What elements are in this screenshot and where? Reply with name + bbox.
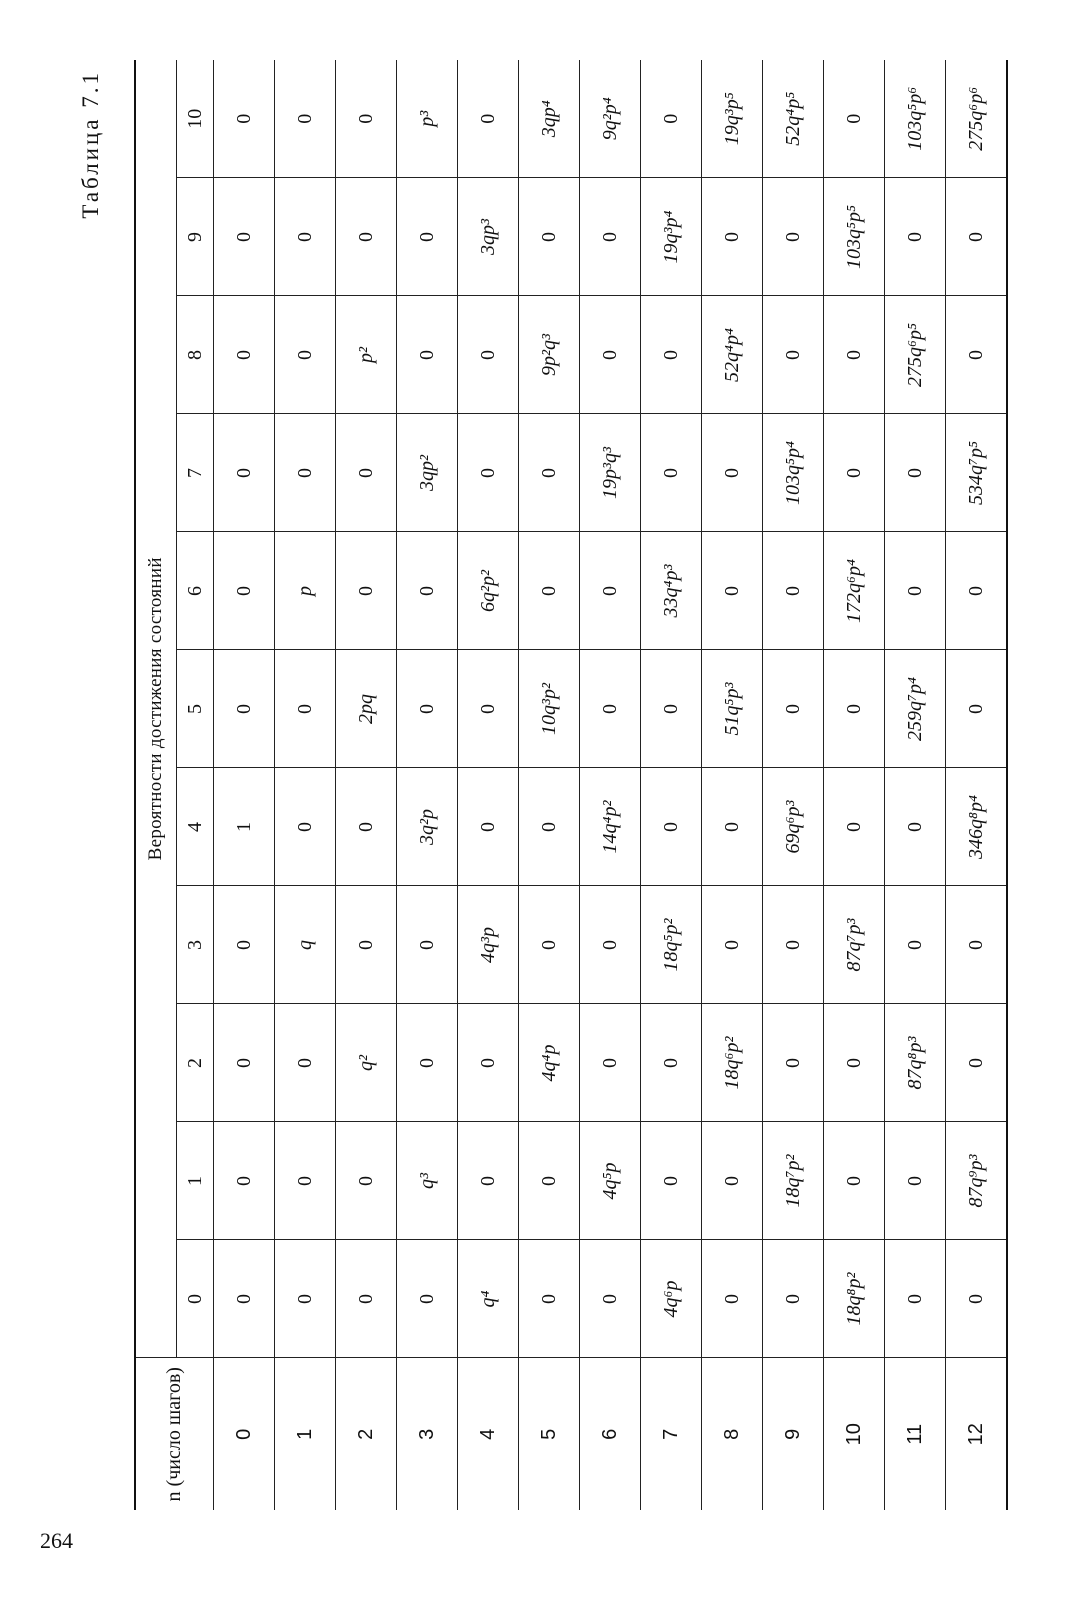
probability-cell: 275q⁶p⁶	[946, 60, 1008, 178]
probability-cell: 9p²q³	[519, 296, 580, 414]
probability-cell: 0	[946, 178, 1008, 296]
probability-cell: 19p³q³	[580, 414, 641, 532]
probability-cell: 0	[946, 1004, 1008, 1122]
header-row-group	[135, 60, 177, 1510]
probability-cell: 0	[580, 296, 641, 414]
probability-cell: q	[275, 886, 336, 1004]
probability-cell: 0	[824, 768, 885, 886]
probability-cell: q⁴	[458, 1240, 519, 1358]
probability-cell: 0	[824, 414, 885, 532]
probability-cell: 0	[641, 768, 702, 886]
step-number-cell: 8	[702, 1358, 763, 1510]
probability-cell: 0	[641, 296, 702, 414]
probability-cell: 87q⁸p³	[885, 1004, 946, 1122]
table-row	[458, 60, 519, 1510]
probability-cell: 0	[702, 414, 763, 532]
probability-cell: 14q⁴p²	[580, 768, 641, 886]
probability-cell: 0	[336, 1122, 397, 1240]
probability-cell: 0	[275, 650, 336, 768]
probability-cell: q³	[397, 1122, 458, 1240]
probability-cell: 87q⁷p³	[824, 886, 885, 1004]
probability-cell: 0	[214, 178, 275, 296]
probability-table	[134, 60, 1008, 1510]
probability-cell: 3qp²	[397, 414, 458, 532]
probability-cell: 0	[397, 532, 458, 650]
probability-cell: 0	[641, 60, 702, 178]
probability-cell: 0	[885, 1122, 946, 1240]
probability-cell: 0	[641, 1004, 702, 1122]
probability-cell: 4q⁶p	[641, 1240, 702, 1358]
probability-cell: 0	[519, 1122, 580, 1240]
probability-cell: 0	[946, 296, 1008, 414]
probability-cell: 0	[885, 1240, 946, 1358]
probability-cell: 0	[702, 1240, 763, 1358]
probability-cell: q²	[336, 1004, 397, 1122]
probability-cell: 0	[885, 532, 946, 650]
step-number-cell: 5	[519, 1358, 580, 1510]
column-header-state: 6	[177, 532, 214, 650]
probability-cell: 0	[946, 532, 1008, 650]
header-row-states	[177, 60, 214, 1510]
probability-cell: 33q⁴p³	[641, 532, 702, 650]
probability-cell: 0	[214, 1004, 275, 1122]
column-header-state: 1	[177, 1122, 214, 1240]
probability-cell: 0	[580, 1240, 641, 1358]
probability-cell: 103q⁵p⁶	[885, 60, 946, 178]
probability-cell: 0	[275, 414, 336, 532]
column-header-state: 10	[177, 60, 214, 178]
step-number-cell: 12	[946, 1358, 1008, 1510]
probability-cell: 18q⁵p²	[641, 886, 702, 1004]
table-row	[946, 60, 1008, 1510]
probability-cell: 0	[214, 414, 275, 532]
probability-cell: 0	[580, 532, 641, 650]
probability-cell: 0	[397, 886, 458, 1004]
probability-cell: 4q³p	[458, 886, 519, 1004]
probability-cell: 0	[458, 768, 519, 886]
column-header-state: 7	[177, 414, 214, 532]
probability-cell: 2pq	[336, 650, 397, 768]
step-number-cell: 2	[336, 1358, 397, 1510]
probability-cell: 0	[702, 768, 763, 886]
column-header-state: 2	[177, 1004, 214, 1122]
probability-cell: 0	[275, 768, 336, 886]
probability-cell: 19q³p⁵	[702, 60, 763, 178]
probability-cell: 0	[824, 650, 885, 768]
probability-cell: 0	[336, 532, 397, 650]
probability-cell: 0	[763, 296, 824, 414]
probability-cell: 0	[580, 650, 641, 768]
column-header-state: 4	[177, 768, 214, 886]
probability-cell: 0	[946, 1240, 1008, 1358]
probability-cell: 0	[397, 1240, 458, 1358]
probability-cell: 52q⁴p⁵	[763, 60, 824, 178]
probability-cell: 0	[214, 296, 275, 414]
table-row	[397, 60, 458, 1510]
probability-cell: 1	[214, 768, 275, 886]
column-header-n: n (число шагов)	[135, 1358, 214, 1510]
probability-cell: 0	[275, 1240, 336, 1358]
probability-cell: 0	[702, 178, 763, 296]
column-group-header: Вероятности достижения состояний	[135, 60, 177, 1358]
probability-cell: 0	[702, 886, 763, 1004]
probability-cell: 0	[214, 886, 275, 1004]
probability-cell: 534q⁷p⁵	[946, 414, 1008, 532]
probability-cell: 0	[580, 886, 641, 1004]
probability-cell: 4q⁴p	[519, 1004, 580, 1122]
probability-cell: 0	[763, 178, 824, 296]
column-header-state: 3	[177, 886, 214, 1004]
probability-cell: 0	[824, 296, 885, 414]
step-number-cell: 6	[580, 1358, 641, 1510]
probability-cell: 0	[336, 768, 397, 886]
probability-cell: 0	[275, 178, 336, 296]
probability-cell: 4q⁵p	[580, 1122, 641, 1240]
probability-cell: 0	[519, 414, 580, 532]
step-number-cell: 11	[885, 1358, 946, 1510]
probability-cell: 103q⁵p⁵	[824, 178, 885, 296]
probability-cell: 0	[275, 296, 336, 414]
probability-cell: 0	[214, 1122, 275, 1240]
probability-cell: 0	[214, 1240, 275, 1358]
probability-cell: 0	[580, 178, 641, 296]
probability-cell: 3q²p	[397, 768, 458, 886]
probability-cell: 0	[641, 1122, 702, 1240]
column-header-state: 8	[177, 296, 214, 414]
probability-cell: 0	[336, 60, 397, 178]
probability-cell: 0	[519, 532, 580, 650]
probability-cell: 0	[458, 296, 519, 414]
probability-cell: 0	[946, 650, 1008, 768]
table-row	[519, 60, 580, 1510]
column-header-state: 9	[177, 178, 214, 296]
probability-cell: 0	[946, 886, 1008, 1004]
probability-cell: 18q⁶p²	[702, 1004, 763, 1122]
probability-cell: 0	[702, 1122, 763, 1240]
table-row	[763, 60, 824, 1510]
probability-cell: 0	[824, 1122, 885, 1240]
probability-cell: 0	[214, 650, 275, 768]
probability-cell: 0	[214, 60, 275, 178]
probability-cell: 0	[275, 1122, 336, 1240]
probability-cell: 0	[397, 650, 458, 768]
probability-cell: 0	[336, 178, 397, 296]
probability-cell: 0	[763, 886, 824, 1004]
probability-cell: 51q⁵p³	[702, 650, 763, 768]
probability-cell: p³	[397, 60, 458, 178]
probability-cell: 0	[885, 768, 946, 886]
probability-cell: 0	[458, 650, 519, 768]
probability-cell: 0	[397, 178, 458, 296]
table-caption: Таблица 7.1	[78, 70, 103, 219]
table-row	[641, 60, 702, 1510]
probability-cell: 103q⁵p⁴	[763, 414, 824, 532]
step-number-cell: 0	[214, 1358, 275, 1510]
probability-cell: 0	[336, 414, 397, 532]
table-body	[214, 60, 1008, 1510]
probability-cell: 0	[458, 1004, 519, 1122]
table-row	[336, 60, 397, 1510]
probability-cell: 172q⁶p⁴	[824, 532, 885, 650]
probability-cell: 87q⁹p³	[946, 1122, 1008, 1240]
step-number-cell: 9	[763, 1358, 824, 1510]
page-number: 264	[40, 1528, 73, 1553]
probability-cell: 0	[763, 650, 824, 768]
probability-cell: 0	[275, 1004, 336, 1122]
probability-cell: 0	[336, 1240, 397, 1358]
step-number-cell: 3	[397, 1358, 458, 1510]
step-number-cell: 10	[824, 1358, 885, 1510]
rotated-table-frame	[70, 60, 990, 1510]
table-row	[275, 60, 336, 1510]
probability-cell: 0	[763, 1240, 824, 1358]
probability-cell: 18q⁸p²	[824, 1240, 885, 1358]
table-row	[702, 60, 763, 1510]
probability-cell: 0	[458, 414, 519, 532]
probability-cell: p	[275, 532, 336, 650]
probability-cell: 0	[641, 650, 702, 768]
table-row	[580, 60, 641, 1510]
probability-cell: 3qp⁴	[519, 60, 580, 178]
probability-cell: 346q⁸p⁴	[946, 768, 1008, 886]
probability-cell: 0	[885, 178, 946, 296]
probability-cell: 0	[458, 60, 519, 178]
probability-cell: 0	[763, 1004, 824, 1122]
probability-cell: 9q²p⁴	[580, 60, 641, 178]
probability-cell: 259q⁷p⁴	[885, 650, 946, 768]
probability-cell: 10q³p²	[519, 650, 580, 768]
step-number-cell: 4	[458, 1358, 519, 1510]
probability-cell: 0	[397, 1004, 458, 1122]
probability-cell: 3qp³	[458, 178, 519, 296]
step-number-cell: 7	[641, 1358, 702, 1510]
probability-cell: 0	[702, 532, 763, 650]
table-row	[885, 60, 946, 1510]
column-header-state: 5	[177, 650, 214, 768]
probability-cell: 0	[519, 886, 580, 1004]
probability-cell: 0	[519, 178, 580, 296]
probability-cell: 0	[580, 1004, 641, 1122]
probability-cell: 0	[885, 414, 946, 532]
probability-cell: 19q³p⁴	[641, 178, 702, 296]
probability-cell: 0	[641, 414, 702, 532]
table-row	[214, 60, 275, 1510]
probability-cell: 0	[885, 886, 946, 1004]
probability-cell: p²	[336, 296, 397, 414]
probability-cell: 69q⁶p³	[763, 768, 824, 886]
probability-cell: 52q⁴p⁴	[702, 296, 763, 414]
probability-cell: 0	[336, 886, 397, 1004]
probability-cell: 18q⁷p²	[763, 1122, 824, 1240]
table-row	[824, 60, 885, 1510]
probability-cell: 0	[824, 60, 885, 178]
probability-cell: 0	[275, 60, 336, 178]
probability-cell: 0	[214, 532, 275, 650]
probability-cell: 6q²p²	[458, 532, 519, 650]
step-number-cell: 1	[275, 1358, 336, 1510]
probability-cell: 275q⁶p⁵	[885, 296, 946, 414]
probability-cell: 0	[519, 1240, 580, 1358]
column-header-state: 0	[177, 1240, 214, 1358]
probability-cell: 0	[763, 532, 824, 650]
probability-cell: 0	[824, 1004, 885, 1122]
probability-cell: 0	[458, 1122, 519, 1240]
probability-cell: 0	[519, 768, 580, 886]
probability-cell: 0	[397, 296, 458, 414]
